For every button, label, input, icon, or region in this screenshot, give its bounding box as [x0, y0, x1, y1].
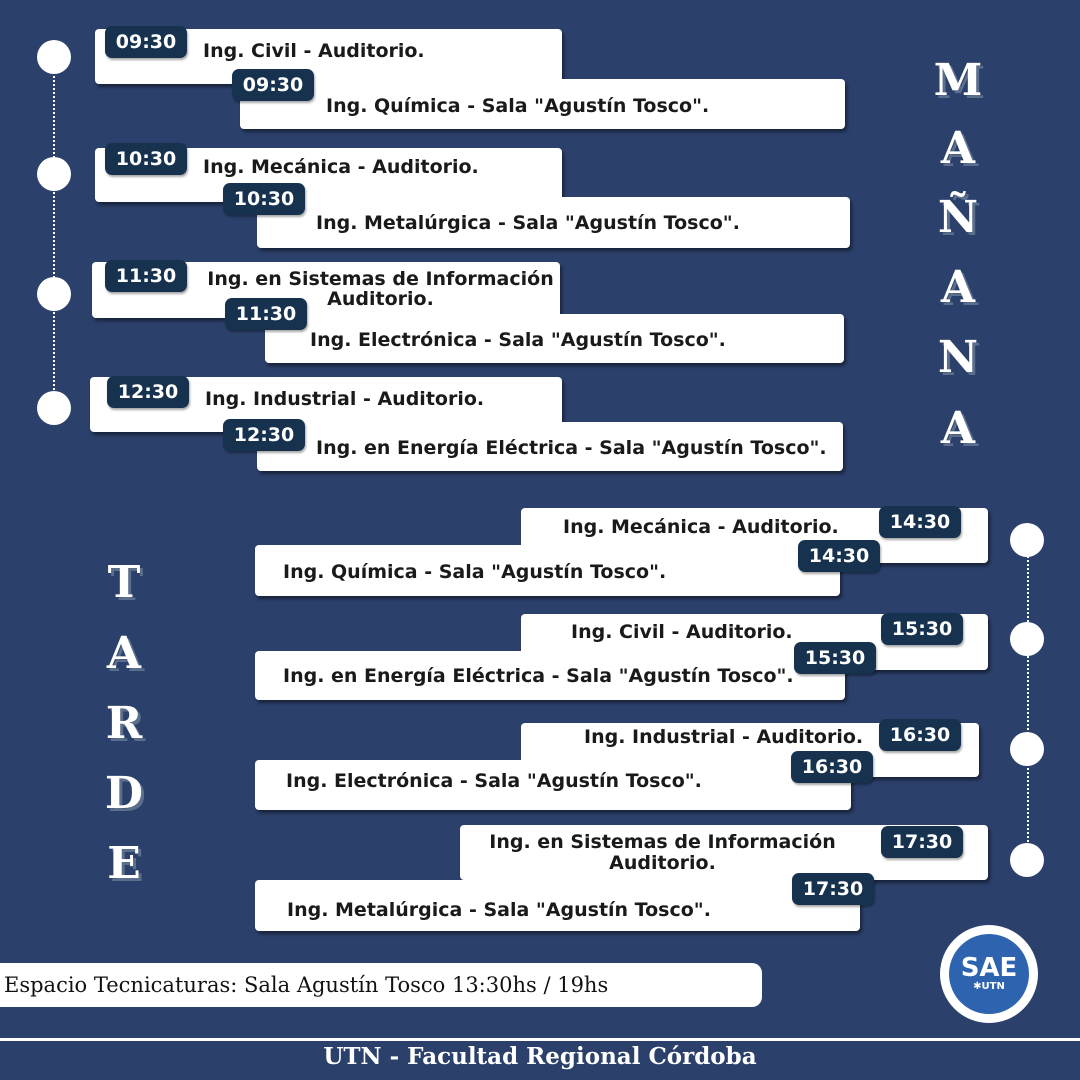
sae-utn-logo: [940, 925, 1038, 1023]
morning-event-time: 12:30: [107, 376, 189, 408]
morning-event-label: Ing. Metalúrgica - Sala "Agustín Tosco".: [316, 212, 740, 234]
afternoon-event-label-line2: Auditorio.: [609, 852, 716, 874]
sae-logo-text: SAE: [960, 953, 1018, 983]
morning-timeline-dot: [37, 40, 71, 74]
afternoon-event-time: 15:30: [881, 613, 963, 645]
morning-heading-letter: A: [940, 123, 976, 174]
afternoon-event-label: Ing. Electrónica - Sala "Agustín Tosco".: [286, 770, 702, 792]
morning-event-label: Ing. en Energía Eléctrica - Sala "Agustín Tosco".: [316, 437, 827, 459]
afternoon-event-label: Ing. Química - Sala "Agustín Tosco".: [283, 561, 667, 583]
afternoon-timeline-dot: [1010, 622, 1044, 656]
morning-event-label: Ing. Industrial - Auditorio.: [205, 388, 485, 410]
morning-heading-letter: N: [937, 332, 979, 383]
afternoon-heading-letter: A: [106, 628, 142, 679]
morning-event-time: 11:30: [105, 260, 187, 292]
morning-event-time: 10:30: [223, 183, 305, 215]
morning-event-time: 12:30: [223, 419, 305, 451]
afternoon-event-time: 14:30: [879, 506, 961, 538]
morning-timeline-dot: [37, 277, 71, 311]
morning-event-time: 09:30: [232, 69, 314, 101]
afternoon-event-time: 16:30: [791, 751, 873, 783]
afternoon-event-time: 14:30: [798, 540, 880, 572]
afternoon-event-label: Ing. Mecánica - Auditorio.: [563, 516, 839, 538]
afternoon-event-label: Ing. Industrial - Auditorio.: [584, 726, 864, 748]
afternoon-event-time: 17:30: [792, 873, 874, 905]
afternoon-timeline-line: [1027, 541, 1029, 861]
morning-event-time: 09:30: [105, 26, 187, 58]
morning-heading-letter: M: [933, 55, 983, 106]
morning-event-label: Ing. en Sistemas de Información: [207, 268, 554, 290]
afternoon-heading-letter: D: [104, 768, 144, 819]
utn-logo-text: ✱UTN: [973, 981, 1005, 992]
morning-heading-letter: A: [940, 262, 976, 313]
morning-heading-letter: A: [940, 403, 976, 454]
afternoon-event-time: 16:30: [879, 719, 961, 751]
sae-utn-logo-badge: [949, 934, 1029, 1014]
afternoon-timeline-dot: [1010, 732, 1044, 766]
footer-divider: [0, 1038, 1080, 1041]
morning-event-label-line2: Auditorio.: [327, 288, 434, 310]
afternoon-event-label: Ing. Metalúrgica - Sala "Agustín Tosco".: [287, 899, 711, 921]
espacio-tecnicaturas-text: Espacio Tecnicaturas: Sala Agustín Tosco 13:30hs / 19hs: [4, 973, 609, 997]
afternoon-event-label: Ing. Civil - Auditorio.: [571, 621, 793, 643]
morning-timeline-line: [53, 56, 55, 406]
morning-timeline-dot: [37, 157, 71, 191]
morning-timeline-dot: [37, 391, 71, 425]
afternoon-event-time: 17:30: [881, 826, 963, 858]
afternoon-heading-letter: R: [105, 698, 143, 749]
afternoon-heading-letter: T: [107, 557, 141, 608]
afternoon-event-label: Ing. en Energía Eléctrica - Sala "Agustín Tosco".: [283, 665, 794, 687]
footer-title: UTN - Facultad Regional Córdoba: [323, 1043, 757, 1070]
morning-heading-letter: Ñ: [937, 192, 979, 243]
morning-event-label: Ing. Civil - Auditorio.: [203, 40, 425, 62]
morning-event-time: 11:30: [225, 298, 307, 330]
morning-event-time: 10:30: [105, 143, 187, 175]
afternoon-event-time: 15:30: [794, 642, 876, 674]
afternoon-heading-letter: E: [107, 838, 141, 889]
afternoon-event-label: Ing. en Sistemas de Información: [489, 831, 836, 853]
morning-event-label: Ing. Mecánica - Auditorio.: [203, 156, 479, 178]
morning-event-label: Ing. Química - Sala "Agustín Tosco".: [326, 95, 710, 117]
morning-event-label: Ing. Electrónica - Sala "Agustín Tosco".: [310, 329, 726, 351]
espacio-tecnicaturas-banner: [0, 963, 762, 1007]
afternoon-timeline-dot: [1010, 523, 1044, 557]
afternoon-timeline-dot: [1010, 843, 1044, 877]
